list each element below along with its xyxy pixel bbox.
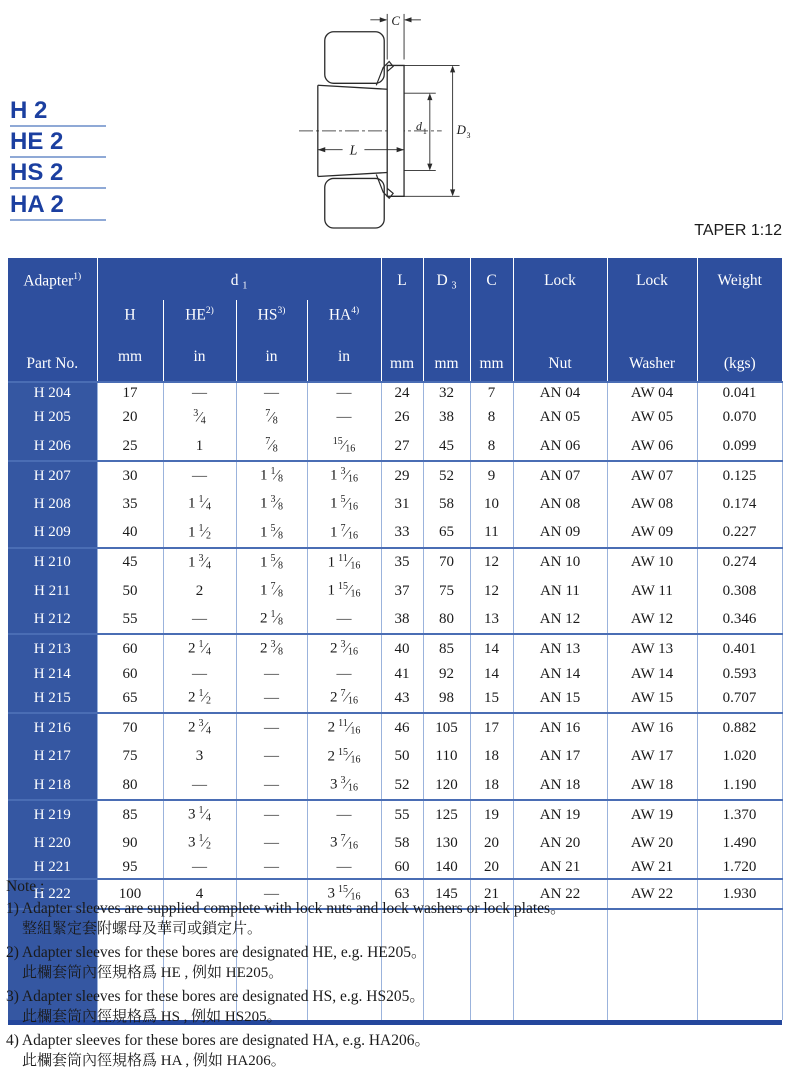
cell-value: AN 15 (513, 684, 607, 713)
cell-value: 0.593 (697, 664, 782, 685)
cell-value: 15 (470, 684, 513, 713)
cell-value: 18 (470, 743, 513, 771)
cell-value: 32 (423, 382, 470, 404)
col-header-c: C mm (470, 258, 513, 382)
cell-value: 1 $^3⁄_8$ (236, 490, 307, 518)
table-row (8, 771, 782, 800)
cell-value: AW 19 (607, 800, 697, 829)
taper-label: TAPER 1:12 (694, 222, 782, 239)
col-header-he: HE$^{2)}$ in (163, 300, 236, 382)
cell-value: 2 $^{15}⁄_{16}$ (307, 743, 381, 771)
cell-value: 2 (163, 577, 236, 605)
cell-value: — (163, 857, 236, 879)
cell-value: AN 09 (513, 519, 607, 548)
table-row (8, 713, 782, 742)
dim-label-l: L (349, 143, 358, 159)
cell-part-no: H 204 (8, 382, 97, 404)
cell-value: AW 09 (607, 519, 697, 548)
cell-value: 0.099 (697, 432, 782, 461)
note-text-en: 3) Adapter sleeves for these bores are designated HS, e.g. HS205。 (6, 988, 425, 1005)
cell-value: 40 (381, 634, 423, 663)
cell-value: 24 (381, 382, 423, 404)
table-row (8, 605, 782, 634)
cell-part-no: H 207 (8, 461, 97, 490)
cell-value: 11 (470, 519, 513, 548)
cell-part-no: H 215 (8, 684, 97, 713)
cell-value: AW 15 (607, 684, 697, 713)
cell-value: 2 $^{11}⁄_{16}$ (307, 713, 381, 742)
cell-value: 1.720 (697, 857, 782, 879)
cell-value: 1.190 (697, 771, 782, 800)
cell-value: 1 $^3⁄_4$ (163, 548, 236, 577)
cell-value: 21 (470, 879, 513, 909)
cell-value: 2 $^7⁄_{16}$ (307, 684, 381, 713)
cell-value: 38 (381, 605, 423, 634)
cell-value: — (307, 404, 381, 432)
col-header-lock-nut: Lock Nut (513, 258, 607, 382)
cell-value: 1 $^1⁄_2$ (163, 519, 236, 548)
cell-part-no: H 216 (8, 713, 97, 742)
cell-value: 25 (97, 432, 163, 461)
dim-label-d1: d (415, 118, 422, 133)
cell-value: AN 12 (513, 605, 607, 634)
cell-value: 58 (381, 829, 423, 857)
cell-part-no: H 209 (8, 519, 97, 548)
cell-value: 43 (381, 684, 423, 713)
col-header-weight: Weight (kgs) (697, 258, 782, 382)
cell-value: 31 (381, 490, 423, 518)
cell-value: 0.274 (697, 548, 782, 577)
cell-value: 70 (97, 713, 163, 742)
cell-value: AN 10 (513, 548, 607, 577)
cell-value: 80 (423, 605, 470, 634)
cell-value: 58 (423, 490, 470, 518)
cell-value: 7 (470, 382, 513, 404)
cell-value: AW 20 (607, 829, 697, 857)
cell-value: 60 (97, 634, 163, 663)
cell-value: 14 (470, 664, 513, 685)
cell-value: 20 (470, 829, 513, 857)
cell-value: 30 (97, 461, 163, 490)
cell-value: — (236, 879, 307, 909)
cell-value: AW 18 (607, 771, 697, 800)
cell-value: 2 $^1⁄_8$ (236, 605, 307, 634)
cell-value: 85 (423, 634, 470, 663)
cell-value: — (307, 382, 381, 404)
table-row (8, 800, 782, 829)
cell-value: 45 (97, 548, 163, 577)
shaft-bottom (325, 178, 384, 228)
cell-part-no: H 222 (8, 879, 97, 909)
table-row (8, 743, 782, 771)
cell-value: AN 20 (513, 829, 607, 857)
cell-value: 3 (163, 743, 236, 771)
cell-value: 110 (423, 743, 470, 771)
cell-value: $^{15}⁄_{16}$ (307, 432, 381, 461)
cell-value: 92 (423, 664, 470, 685)
cell-value: 35 (97, 490, 163, 518)
cell-value: 85 (97, 800, 163, 829)
cell-value: AN 16 (513, 713, 607, 742)
cell-value: 2 $^3⁄_8$ (236, 634, 307, 663)
cell-value: 140 (423, 857, 470, 879)
cell-value: 50 (381, 743, 423, 771)
cell-value: 55 (381, 800, 423, 829)
cell-value: — (163, 664, 236, 685)
cell-value: 0.308 (697, 577, 782, 605)
cell-value: AN 11 (513, 577, 607, 605)
cell-value: 52 (423, 461, 470, 490)
table-header (8, 258, 782, 382)
cell-value: 29 (381, 461, 423, 490)
cell-value: 1.490 (697, 829, 782, 857)
cell-value: 1 $^5⁄_8$ (236, 519, 307, 548)
cell-value: AW 08 (607, 490, 697, 518)
cell-value: 40 (97, 519, 163, 548)
cell-value: 145 (423, 879, 470, 909)
cell-value: — (307, 857, 381, 879)
cell-value: AW 04 (607, 382, 697, 404)
notes-title: Note : (6, 878, 45, 895)
cell-value: 2 $^1⁄_2$ (163, 684, 236, 713)
cell-value: — (163, 461, 236, 490)
cell-value: $^7⁄_8$ (236, 404, 307, 432)
notes-section (6, 876, 776, 1074)
cell-value: 3 $^7⁄_{16}$ (307, 829, 381, 857)
cell-value: 2 $^3⁄_4$ (163, 713, 236, 742)
cell-value: 120 (423, 771, 470, 800)
cell-value: $^7⁄_8$ (236, 432, 307, 461)
table-row (8, 634, 782, 663)
note-text-en: 4) Adapter sleeves for these bores are designated HA, e.g. HA206。 (6, 1032, 430, 1049)
cell-value: AW 21 (607, 857, 697, 879)
cell-part-no: H 213 (8, 634, 97, 663)
cell-part-no: H 210 (8, 548, 97, 577)
cell-value: 14 (470, 634, 513, 663)
cell-value: 0.041 (697, 382, 782, 404)
cell-value: AN 19 (513, 800, 607, 829)
cell-value: 65 (423, 519, 470, 548)
cell-value: — (163, 382, 236, 404)
cell-value: 1 $^5⁄_{16}$ (307, 490, 381, 518)
table-row (8, 548, 782, 577)
cell-value: 13 (470, 605, 513, 634)
cell-value: 27 (381, 432, 423, 461)
cell-value: 63 (381, 879, 423, 909)
cell-value: 90 (97, 829, 163, 857)
cell-value: 26 (381, 404, 423, 432)
cell-value: $^3⁄_4$ (163, 404, 236, 432)
note-text-zh: 此欄套筒內徑規格爲 HA , 例如 HA206。 (22, 1053, 286, 1069)
dim-label-d1-sub: 1 (422, 126, 427, 136)
cell-value: AW 06 (607, 432, 697, 461)
cell-value: AW 11 (607, 577, 697, 605)
cell-value: 37 (381, 577, 423, 605)
cell-value: 3 $^1⁄_2$ (163, 829, 236, 857)
cell-value: — (236, 800, 307, 829)
cell-value: 35 (381, 548, 423, 577)
cell-value: — (307, 800, 381, 829)
cell-value: 0.070 (697, 404, 782, 432)
cell-part-no: H 214 (8, 664, 97, 685)
cell-value: AW 17 (607, 743, 697, 771)
col-header-l: L mm (381, 258, 423, 382)
cell-value: 1 $^5⁄_8$ (236, 548, 307, 577)
dim-label-d3: D (456, 122, 466, 137)
cell-value: 1 $^1⁄_4$ (163, 490, 236, 518)
cell-value: 0.227 (697, 519, 782, 548)
cell-value: 20 (470, 857, 513, 879)
cell-value: 1 $^{15}⁄_{16}$ (307, 577, 381, 605)
cell-value: — (163, 771, 236, 800)
cell-value: 45 (423, 432, 470, 461)
cell-value: 33 (381, 519, 423, 548)
table-row (8, 829, 782, 857)
cell-value: 1.930 (697, 879, 782, 909)
col-header-d1: d $_1$ (97, 258, 381, 300)
cell-value: 130 (423, 829, 470, 857)
cell-value: 18 (470, 771, 513, 800)
note-text-zh: 整組緊定套附螺母及華司或鎖定片。 (22, 921, 263, 937)
cell-value: AN 08 (513, 490, 607, 518)
cell-value: 46 (381, 713, 423, 742)
table-row (8, 382, 782, 404)
cell-value: 3 $^{15}⁄_{16}$ (307, 879, 381, 909)
note-item (6, 986, 776, 1028)
cell-value: AW 05 (607, 404, 697, 432)
note-item (6, 898, 776, 940)
cell-value: — (236, 829, 307, 857)
cell-value: 100 (97, 879, 163, 909)
note-item (6, 942, 776, 984)
cell-value: 41 (381, 664, 423, 685)
cell-value: 60 (97, 664, 163, 685)
note-item (6, 1030, 776, 1072)
cell-part-no: H 212 (8, 605, 97, 634)
cell-value: 20 (97, 404, 163, 432)
cell-value: 70 (423, 548, 470, 577)
table-row (8, 432, 782, 461)
note-text-zh: 此欄套筒內徑規格爲 HS , 例如 HS205。 (22, 1009, 282, 1025)
cell-value: AN 21 (513, 857, 607, 879)
cell-value: 8 (470, 432, 513, 461)
cell-value: AN 18 (513, 771, 607, 800)
cell-value: 2 $^3⁄_{16}$ (307, 634, 381, 663)
cell-value: — (236, 857, 307, 879)
cell-value: — (236, 684, 307, 713)
cell-value: 1 (163, 432, 236, 461)
cell-value: 3 $^3⁄_{16}$ (307, 771, 381, 800)
cell-value: AN 07 (513, 461, 607, 490)
col-header-lock-washer: Lock Washer (607, 258, 697, 382)
cell-value: — (307, 664, 381, 685)
note-text-en: 2) Adapter sleeves for these bores are designated HE, e.g. HE205。 (6, 944, 427, 961)
cell-part-no: H 211 (8, 577, 97, 605)
cell-value: 60 (381, 857, 423, 879)
cell-value: 125 (423, 800, 470, 829)
cell-value: — (163, 605, 236, 634)
cell-value: AW 14 (607, 664, 697, 685)
table-row (8, 577, 782, 605)
col-header-part-no: Adapter$^{1)}$ Part No. (8, 258, 97, 382)
cell-value: 17 (470, 713, 513, 742)
cell-part-no: H 205 (8, 404, 97, 432)
table-row (8, 519, 782, 548)
cell-value: 19 (470, 800, 513, 829)
cell-part-no: H 218 (8, 771, 97, 800)
cell-part-no: H 219 (8, 800, 97, 829)
cell-value: — (236, 664, 307, 685)
cell-value: 10 (470, 490, 513, 518)
cell-value: 105 (423, 713, 470, 742)
cell-value: 0.707 (697, 684, 782, 713)
cell-value: — (236, 771, 307, 800)
col-header-ha: HA$^{4)}$ in (307, 300, 381, 382)
cell-value: 12 (470, 577, 513, 605)
cell-part-no: H 220 (8, 829, 97, 857)
cell-part-no: H 221 (8, 857, 97, 879)
cell-value: 1.370 (697, 800, 782, 829)
cell-value: 2 $^1⁄_4$ (163, 634, 236, 663)
col-header-hs: HS$^{3)}$ in (236, 300, 307, 382)
cell-value: AN 06 (513, 432, 607, 461)
cell-value: AN 05 (513, 404, 607, 432)
cell-value: 75 (97, 743, 163, 771)
cell-value: 0.882 (697, 713, 782, 742)
note-text-en: 1) Adapter sleeves are supplied complete with lock nuts and lock washers or lock plates。 (6, 900, 566, 917)
cell-part-no: H 208 (8, 490, 97, 518)
cell-value: 1 $^7⁄_{16}$ (307, 519, 381, 548)
dim-label-d3-sub: 3 (466, 130, 471, 140)
cell-value: 75 (423, 577, 470, 605)
cell-value: 38 (423, 404, 470, 432)
cell-part-no: H 217 (8, 743, 97, 771)
cell-value: 17 (97, 382, 163, 404)
table-row (8, 490, 782, 518)
cell-value: 9 (470, 461, 513, 490)
series-label-he2: HE 2 (10, 131, 106, 158)
cell-part-no: H 206 (8, 432, 97, 461)
cell-value: AW 16 (607, 713, 697, 742)
cell-value: 0.125 (697, 461, 782, 490)
cell-value: — (236, 382, 307, 404)
cell-value: 1 $^1⁄_8$ (236, 461, 307, 490)
table-row (8, 461, 782, 490)
cell-value: 95 (97, 857, 163, 879)
cell-value: 3 $^1⁄_4$ (163, 800, 236, 829)
cell-value: 0.346 (697, 605, 782, 634)
dim-label-c: C (391, 13, 400, 28)
cell-value: 50 (97, 577, 163, 605)
table-row (8, 404, 782, 432)
shaft-top (325, 32, 384, 84)
table-row (8, 684, 782, 713)
adapter-sleeve-drawing (290, 4, 530, 230)
cell-value: — (236, 743, 307, 771)
cell-value: 80 (97, 771, 163, 800)
cell-value: — (307, 605, 381, 634)
series-label-hs2: HS 2 (10, 162, 106, 189)
col-header-h: H mm (97, 300, 163, 382)
cell-value: 4 (163, 879, 236, 909)
cell-value: 1 $^{11}⁄_{16}$ (307, 548, 381, 577)
series-label-ha2: HA 2 (10, 194, 106, 221)
note-text-zh: 此欄套筒內徑規格爲 HE , 例如 HE205。 (22, 965, 284, 981)
cell-value: AW 12 (607, 605, 697, 634)
lock-nut (387, 65, 404, 196)
cell-value: 52 (381, 771, 423, 800)
cell-value: AN 14 (513, 664, 607, 685)
cell-value: 55 (97, 605, 163, 634)
cell-value: 65 (97, 684, 163, 713)
cell-value: AW 07 (607, 461, 697, 490)
cell-value: AN 22 (513, 879, 607, 909)
cell-value: AW 22 (607, 879, 697, 909)
table-row (8, 664, 782, 685)
cell-value: AN 04 (513, 382, 607, 404)
cell-value: 8 (470, 404, 513, 432)
series-label-h2: H 2 (10, 100, 106, 127)
cell-value: 98 (423, 684, 470, 713)
cell-value: 1 $^7⁄_8$ (236, 577, 307, 605)
cell-value: AW 13 (607, 634, 697, 663)
cell-value: 1.020 (697, 743, 782, 771)
col-header-d3: D $_3$ mm (423, 258, 470, 382)
cell-value: 0.174 (697, 490, 782, 518)
cell-value: — (236, 713, 307, 742)
cell-value: 1 $^3⁄_{16}$ (307, 461, 381, 490)
cell-value: AW 10 (607, 548, 697, 577)
cell-value: 12 (470, 548, 513, 577)
cell-value: AN 17 (513, 743, 607, 771)
cell-value: AN 13 (513, 634, 607, 663)
cell-value: 0.401 (697, 634, 782, 663)
